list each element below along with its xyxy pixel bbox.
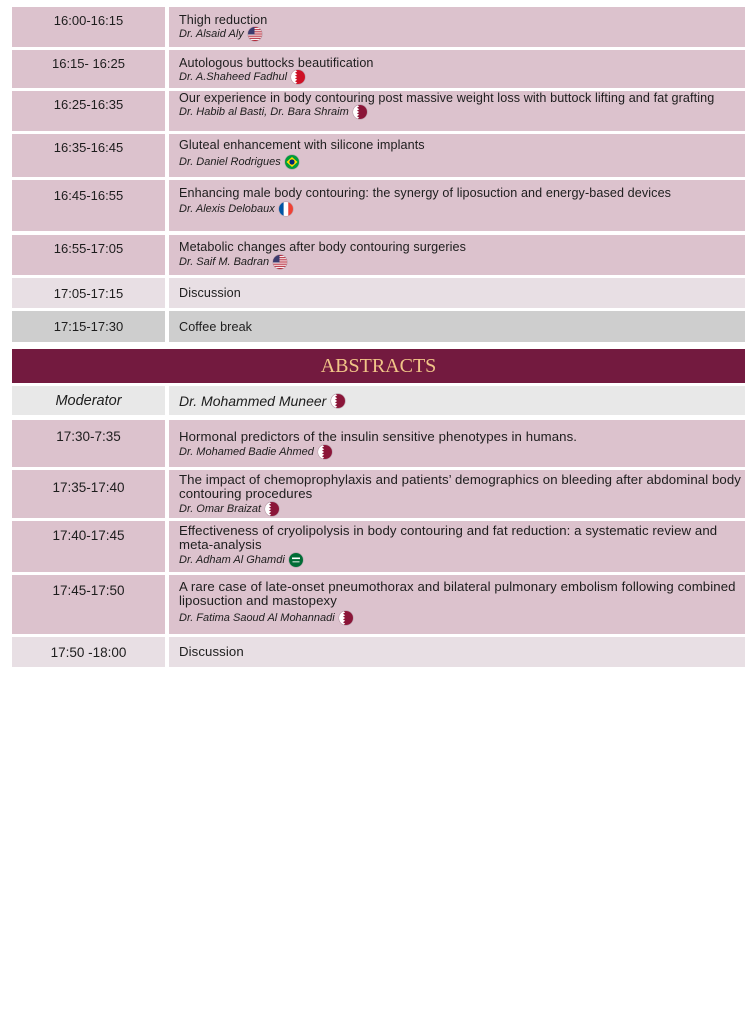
talk-title: Discussion bbox=[179, 286, 241, 300]
table-row bbox=[12, 7, 745, 47]
speaker-name: Dr. Alexis Delobaux bbox=[179, 203, 275, 215]
speaker-line bbox=[179, 553, 745, 567]
section-title: ABSTRACTS bbox=[320, 355, 437, 377]
talk-title: Effectiveness of cryolipolysis in body contouring and fat reduction: a systematic review and meta-analysis bbox=[179, 523, 718, 552]
talk-cell bbox=[169, 470, 745, 518]
speaker-line bbox=[179, 70, 745, 84]
time-label: 16:25-16:35 bbox=[53, 97, 124, 112]
time-cell bbox=[12, 311, 165, 342]
moderator-label-cell bbox=[12, 386, 165, 415]
time-label: 16:15- 16:25 bbox=[51, 56, 125, 71]
time-label: 17:30-7:35 bbox=[56, 429, 121, 444]
moderator-row bbox=[12, 386, 745, 415]
talk-cell bbox=[169, 278, 745, 308]
qatar-flag-icon bbox=[318, 445, 332, 459]
speaker-name: Dr. Daniel Rodrigues bbox=[179, 156, 281, 168]
talk-cell bbox=[169, 50, 745, 88]
time-cell bbox=[12, 235, 165, 275]
table-row bbox=[12, 311, 745, 342]
table-row bbox=[12, 637, 745, 667]
talk-cell bbox=[169, 575, 745, 634]
talk-title: The impact of chemoprophylaxis and patients’ demographics on bleeding after abdominal body contouring procedures bbox=[179, 472, 741, 501]
time-cell bbox=[12, 91, 165, 131]
speaker-name: Dr. A.Shaheed Fadhul bbox=[179, 71, 288, 83]
speaker-line bbox=[179, 27, 745, 41]
time-cell bbox=[12, 575, 165, 634]
talk-cell bbox=[169, 637, 745, 667]
speaker-line bbox=[179, 202, 745, 216]
talk-title: A rare case of late-onset pneumothorax and bilateral pulmonary embolism following combined liposuction and mastopexy bbox=[179, 579, 736, 608]
time-label: 16:35-16:45 bbox=[53, 140, 124, 155]
talk-title: Our experience in body contouring post massive weight loss with buttock lifting and fat grafting bbox=[179, 91, 715, 105]
talk-cell bbox=[169, 521, 745, 572]
france-flag-icon bbox=[279, 202, 293, 216]
speaker-name: Dr. Fatima Saoud Al Mohannadi bbox=[179, 612, 335, 624]
talk-title: Autologous buttocks beautification bbox=[179, 56, 374, 70]
time-label: 17:35-17:40 bbox=[52, 480, 125, 495]
time-label: 16:45-16:55 bbox=[53, 188, 124, 203]
time-label: 17:50 -18:00 bbox=[50, 644, 127, 660]
talk-cell bbox=[169, 7, 745, 47]
section-banner bbox=[12, 349, 745, 383]
usa-flag-icon bbox=[273, 255, 287, 269]
speaker-line bbox=[179, 445, 745, 459]
moderator-name: Dr. Mohammed Muneer bbox=[179, 392, 327, 409]
qatar-flag-icon bbox=[265, 502, 279, 516]
speaker-name: Dr. Omar Braizat bbox=[179, 503, 262, 515]
speaker-line bbox=[179, 611, 745, 625]
speaker-line bbox=[179, 502, 745, 516]
table-row bbox=[12, 235, 745, 275]
speaker-line bbox=[179, 105, 745, 119]
table-row bbox=[12, 575, 745, 634]
table-row bbox=[12, 134, 745, 177]
time-cell bbox=[12, 420, 165, 467]
time-cell bbox=[12, 50, 165, 88]
speaker-line bbox=[179, 255, 745, 269]
table-row bbox=[12, 91, 745, 131]
talk-title: Thigh reduction bbox=[179, 13, 268, 27]
table-row bbox=[12, 50, 745, 88]
qatar-flag-icon bbox=[353, 105, 367, 119]
time-label: 17:05-17:15 bbox=[53, 285, 124, 301]
talk-title: Coffee break bbox=[179, 319, 253, 334]
talk-cell bbox=[169, 420, 745, 467]
talk-title: Enhancing male body contouring: the synergy of liposuction and energy-based devices bbox=[179, 186, 672, 200]
time-cell bbox=[12, 278, 165, 308]
time-cell bbox=[12, 521, 165, 572]
speaker-name: Dr. Habib al Basti, Dr. Bara Shraim bbox=[179, 106, 349, 118]
talk-cell bbox=[169, 134, 745, 177]
usa-flag-icon bbox=[248, 27, 262, 41]
table-row bbox=[12, 470, 745, 518]
speaker-name: Dr. Mohamed Badie Ahmed bbox=[179, 446, 314, 458]
bahrain-flag-icon bbox=[291, 70, 305, 84]
talk-cell bbox=[169, 311, 745, 342]
time-cell bbox=[12, 470, 165, 518]
time-cell bbox=[12, 637, 165, 667]
speaker-name: Dr. Adham Al Ghamdi bbox=[179, 554, 285, 566]
qatar-flag-icon bbox=[339, 611, 353, 625]
time-label: 16:55-17:05 bbox=[53, 241, 124, 256]
talk-title: Hormonal predictors of the insulin sensitive phenotypes in humans. bbox=[179, 429, 578, 444]
talk-cell bbox=[169, 91, 745, 131]
saudi-arabia-flag-icon bbox=[289, 553, 303, 567]
brazil-flag-icon bbox=[285, 155, 299, 169]
time-label: 17:45-17:50 bbox=[52, 583, 125, 598]
time-cell bbox=[12, 180, 165, 231]
speaker-line bbox=[179, 155, 745, 169]
table-row bbox=[12, 278, 745, 308]
talk-cell bbox=[169, 235, 745, 275]
talk-title: Discussion bbox=[179, 644, 244, 659]
time-cell bbox=[12, 7, 165, 47]
table-row bbox=[12, 420, 745, 467]
speaker-name: Dr. Saif M. Badran bbox=[179, 256, 270, 268]
moderator-name-cell bbox=[169, 386, 745, 415]
qatar-flag-icon bbox=[331, 394, 345, 408]
speaker-name: Dr. Alsaid Aly bbox=[179, 28, 244, 40]
table-row bbox=[12, 521, 745, 572]
moderator-label: Moderator bbox=[55, 392, 122, 409]
talk-title: Gluteal enhancement with silicone implants bbox=[179, 138, 425, 152]
table-row bbox=[12, 180, 745, 231]
time-cell bbox=[12, 134, 165, 177]
talk-title: Metabolic changes after body contouring surgeries bbox=[179, 240, 467, 254]
time-label: 17:15-17:30 bbox=[53, 319, 124, 334]
time-label: 16:00-16:15 bbox=[53, 13, 124, 28]
talk-cell bbox=[169, 180, 745, 231]
time-label: 17:40-17:45 bbox=[52, 528, 125, 543]
